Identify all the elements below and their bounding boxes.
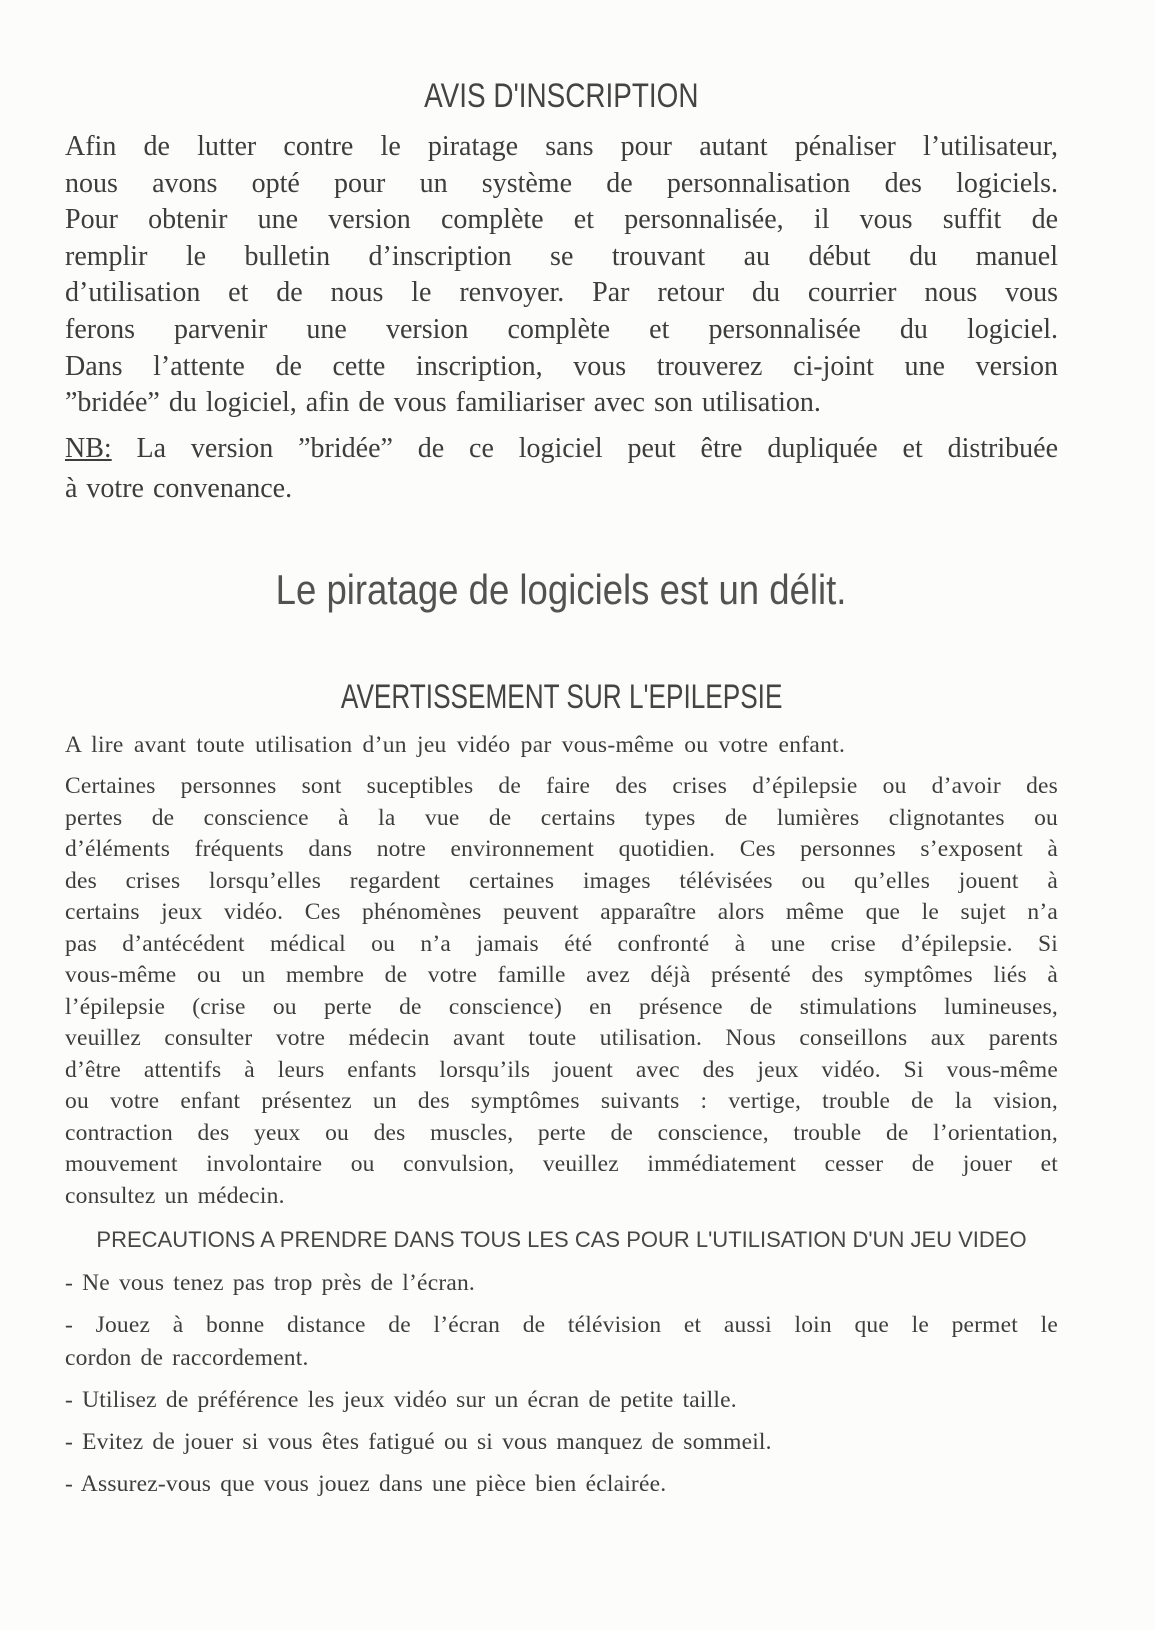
piracy-slogan — [65, 565, 1058, 615]
paragraph-line: l’épilepsie (crise ou perte de conscience) en présence de stimulations lumineuses, — [65, 993, 1058, 1020]
paragraph-line: d’utilisation et de nous le renvoyer. Par retour du courrier nous vous — [65, 277, 1058, 309]
paragraph-line: mouvement involontaire ou convulsion, veuillez immédiatement cesser de jouer et — [65, 1151, 1058, 1177]
precautions-title — [65, 1225, 1058, 1255]
list-item-line: - Utilisez de préférence les jeux vidéo sur un écran de petite taille. — [65, 1387, 737, 1413]
list-item — [65, 1468, 1058, 1501]
paragraph-line: contraction des yeux ou des muscles, perte de conscience, trouble de l’orientation, — [65, 1119, 1058, 1146]
list-item — [65, 1267, 1058, 1300]
list-item — [65, 1309, 1058, 1375]
nb-text: La version ”bridée” de ce logiciel peut être dupliquée et distribuée — [136, 433, 1058, 464]
precautions-title-text: PRECAUTIONS A PRENDRE DANS TOUS LES CAS POUR L'UTILISATION D'UN JEU VIDEO — [96, 1227, 1027, 1252]
nb-note — [65, 429, 1058, 509]
paragraph-line: pas d’antécédent médical ou n’a jamais été confronté à une crise d’épilepsie. Si — [65, 930, 1058, 957]
nb-label: NB: — [65, 433, 112, 464]
list-item-line: - Evitez de jouer si vous êtes fatigué ou si vous manquez de sommeil. — [65, 1429, 772, 1455]
precautions-list — [65, 1267, 1058, 1501]
paragraph-line: ”bridée” du logiciel, afin de vous familiariser avec son utilisation. — [65, 387, 821, 419]
paragraph-line: d’éléments fréquents dans notre environnement quotidien. Ces personnes s’exposent à — [65, 836, 1058, 862]
epilepsy-intro: A lire avant toute utilisation d’un jeu vidéo par vous-même ou votre enfant. — [65, 732, 846, 758]
epilepsy-title-text: AVERTISSEMENT SUR L'EPILEPSIE — [340, 678, 783, 716]
paragraph-line: pertes de conscience à la vue de certains types de lumières clignotantes ou — [65, 804, 1058, 831]
paragraph-line: d’être attentifs à leurs enfants lorsqu’ils jouent avec des jeux vidéo. Si vous-même — [65, 1056, 1058, 1083]
nb-line — [65, 429, 1058, 469]
paragraph-line: vous-même ou un membre de votre famille avez déjà présenté des symptômes liés à — [65, 962, 1058, 988]
inscription-title-text: AVIS D'INSCRIPTION — [424, 77, 699, 115]
list-item-line: - Ne vous tenez pas trop près de l’écran. — [65, 1270, 476, 1296]
paragraph-line: certains jeux vidéo. Ces phénomènes peuvent apparaître alors même que le sujet n’a — [65, 899, 1058, 925]
paragraph-line: ou votre enfant présentez un des symptômes suivants : vertige, trouble de la vision, — [65, 1088, 1058, 1114]
nb-line: à votre convenance. — [65, 473, 293, 504]
inscription-title — [65, 75, 1058, 117]
epilepsy-paragraph — [65, 771, 1058, 1212]
paragraph-line: Certaines personnes sont suceptibles de faire des crises d’épilepsie ou d’avoir des — [65, 773, 1058, 799]
piracy-slogan-text: Le piratage de logiciels est un délit. — [276, 566, 847, 613]
paragraph-line: des crises lorsqu’elles regardent certaines images télévisées ou qu’elles jouent à — [65, 867, 1058, 894]
paragraph-line: nous avons opté pour un système de personnalisation des logiciels. — [65, 167, 1058, 199]
list-item-line: cordon de raccordement. — [65, 1345, 309, 1371]
epilepsy-title — [65, 676, 1058, 718]
paragraph-line: consultez un médecin. — [65, 1182, 285, 1209]
paragraph-line: ferons parvenir une version complète et personnalisée du logiciel. — [65, 313, 1058, 345]
paragraph-line: Dans l’attente de cette inscription, vous trouverez ci-joint une version — [65, 350, 1058, 382]
list-item-line: - Jouez à bonne distance de l’écran de télévision et aussi loin que le permet le — [65, 1312, 1058, 1338]
list-item — [65, 1384, 1058, 1417]
list-item-line: - Assurez-vous que vous jouez dans une pièce bien éclairée. — [65, 1471, 667, 1497]
paragraph-line: remplir le bulletin d’inscription se trouvant au début du manuel — [65, 240, 1058, 272]
inscription-paragraph — [65, 129, 1058, 422]
paragraph-line: veuillez consulter votre médecin avant toute utilisation. Nous conseillons aux parents — [65, 1025, 1058, 1051]
paragraph-line: Pour obtenir une version complète et personnalisée, il vous suffit de — [65, 204, 1058, 236]
list-item — [65, 1426, 1058, 1459]
paragraph-line: Afin de lutter contre le piratage sans pour autant pénaliser l’utilisateur, — [65, 131, 1058, 162]
